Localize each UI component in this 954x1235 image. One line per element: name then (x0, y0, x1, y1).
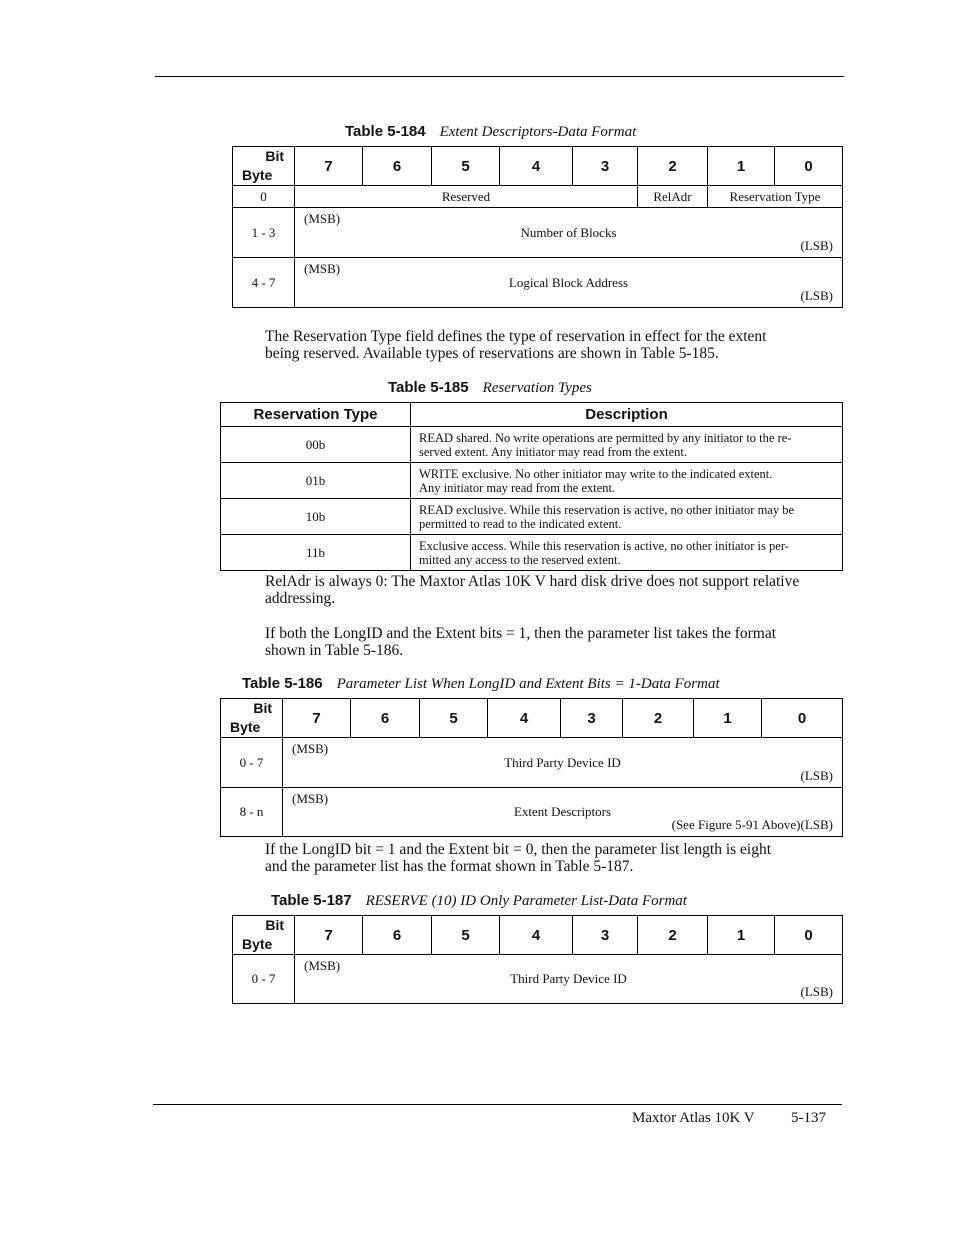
paragraph-longid-extent: If both the LongID and the Extent bits = 1, then the parameter list takes the format shown in Table 5-186. (265, 625, 777, 659)
bit-byte-header: Bit Byte (233, 147, 295, 186)
table-187-title: RESERVE (10) ID Only Parameter List-Data Format (365, 893, 687, 909)
table-186-header-row (221, 699, 843, 738)
bit-6-header: 6 (363, 147, 432, 186)
table-185-title: Reservation Types (482, 380, 592, 396)
byte-cell: 0 - 7 (221, 738, 283, 788)
number-of-blocks-field (295, 208, 843, 258)
byte-cell: 4 - 7 (233, 258, 295, 308)
lsb-label: (See Figure 5-91 Above)(LSB) (671, 817, 833, 832)
msb-label: (MSB) (292, 791, 329, 806)
description-cell: WRITE exclusive. No other initiator may write to the indicated extent. Any initiator may read from the extent. (411, 463, 843, 499)
table-184-header-row (233, 147, 843, 186)
type-cell: 00b (221, 427, 411, 463)
table-186-label: Table 5-186 (242, 675, 323, 692)
field-name: Third Party Device ID (510, 971, 627, 986)
byte-cell: 0 - 7 (233, 955, 295, 1004)
table-row (221, 788, 843, 837)
table-184-caption (345, 123, 636, 141)
byte-cell: 0 (233, 186, 295, 208)
bit-2-header: 2 (623, 699, 694, 738)
table-186 (220, 698, 843, 837)
field-name: Number of Blocks (520, 224, 617, 240)
table-row (233, 186, 843, 208)
description-cell: Exclusive access. While this reservation is active, no other initiator is per- mitted any access to the reserved extent. (411, 535, 843, 571)
table-row (233, 955, 843, 1004)
bit-0-header: 0 (775, 916, 843, 955)
table-187-header-row (233, 916, 843, 955)
page-number: 5-137 (791, 1110, 826, 1126)
field-name: Logical Block Address (508, 274, 629, 290)
bit-3-header: 3 (573, 147, 638, 186)
paragraph-longid-only: If the LongID bit = 1 and the Extent bit = 0, then the parameter list length is eight and the parameter list has the format shown in Table 5-187. (265, 841, 772, 875)
bit-byte-header: Bit Byte (233, 916, 295, 955)
lsb-label: (LSB) (800, 768, 833, 783)
description-cell: READ shared. No write operations are permitted by any initiator to the re- served extent. Any initiator may read from the extent. (411, 427, 843, 463)
lsb-label: (LSB) (800, 238, 833, 253)
bit-7-header: 7 (295, 916, 363, 955)
description-cell: READ exclusive. While this reservation is active, no other initiator may be permitted to read to the indicated extent. (411, 499, 843, 535)
lsb-label: (LSB) (800, 288, 833, 303)
extent-descriptors-field (283, 788, 843, 837)
byte-cell: 8 - n (221, 788, 283, 837)
paragraph-reladr: RelAdr is always 0: The Maxtor Atlas 10K V hard disk drive does not support relative addressing. (265, 573, 800, 607)
bit-0-header: 0 (775, 147, 843, 186)
bit-0-header: 0 (762, 699, 843, 738)
table-184 (232, 146, 843, 308)
reservation-type-header: Reservation Type (221, 403, 411, 427)
table-row (233, 258, 843, 308)
table-row (221, 463, 843, 499)
table-186-caption (242, 675, 720, 693)
field-name: Third Party Device ID (504, 754, 621, 770)
header-rule (155, 76, 844, 77)
bit-6-header: 6 (363, 916, 432, 955)
bit-6-header: 6 (351, 699, 420, 738)
table-185-label: Table 5-185 (388, 379, 469, 396)
description-header: Description (411, 403, 843, 427)
bit-5-header: 5 (432, 916, 500, 955)
bit-2-header: 2 (638, 147, 708, 186)
table-row (221, 738, 843, 788)
table-row (221, 427, 843, 463)
table-184-label: Table 5-184 (345, 123, 426, 140)
table-185-caption (388, 379, 592, 397)
table-185 (220, 402, 843, 571)
third-party-device-id-field (295, 955, 843, 1004)
bit-4-header: 4 (488, 699, 561, 738)
table-186-title: Parameter List When LongID and Extent Bits = 1-Data Format (336, 676, 720, 692)
bit-1-header: 1 (708, 916, 775, 955)
table-row (221, 499, 843, 535)
bit-1-header: 1 (694, 699, 762, 738)
type-cell: 01b (221, 463, 411, 499)
footer-rule (153, 1104, 842, 1105)
paragraph-reservation-type: The Reservation Type field defines the type of reservation in effect for the extent being reserved. Available types of reservations are shown in Table 5-185. (265, 328, 767, 362)
lsb-label: (LSB) (800, 984, 833, 999)
msb-label: (MSB) (304, 958, 341, 973)
msb-label: (MSB) (304, 261, 341, 276)
type-cell: 10b (221, 499, 411, 535)
reservation-type-field: Reservation Type (708, 186, 843, 208)
reladr-field: RelAdr (638, 186, 708, 208)
reserved-field: Reserved (295, 186, 638, 208)
bit-1-header: 1 (708, 147, 775, 186)
bit-byte-header: Bit Byte (221, 699, 283, 738)
bit-7-header: 7 (295, 147, 363, 186)
type-cell: 11b (221, 535, 411, 571)
table-185-header-row (221, 403, 843, 427)
table-187 (232, 915, 843, 1004)
bit-7-header: 7 (283, 699, 351, 738)
bit-3-header: 3 (561, 699, 623, 738)
bit-2-header: 2 (638, 916, 708, 955)
footer-product: Maxtor Atlas 10K V (632, 1110, 755, 1126)
bit-5-header: 5 (432, 147, 500, 186)
bit-4-header: 4 (500, 916, 573, 955)
table-187-caption (271, 892, 687, 910)
bit-3-header: 3 (573, 916, 638, 955)
table-187-label: Table 5-187 (271, 892, 352, 909)
logical-block-address-field (295, 258, 843, 308)
table-row (221, 535, 843, 571)
table-row (233, 208, 843, 258)
field-name: Extent Descriptors (513, 804, 612, 819)
table-184-title: Extent Descriptors-Data Format (439, 124, 637, 140)
bit-5-header: 5 (420, 699, 488, 738)
msb-label: (MSB) (304, 211, 341, 226)
msb-label: (MSB) (292, 741, 329, 756)
byte-cell: 1 - 3 (233, 208, 295, 258)
bit-4-header: 4 (500, 147, 573, 186)
third-party-device-id-field (283, 738, 843, 788)
